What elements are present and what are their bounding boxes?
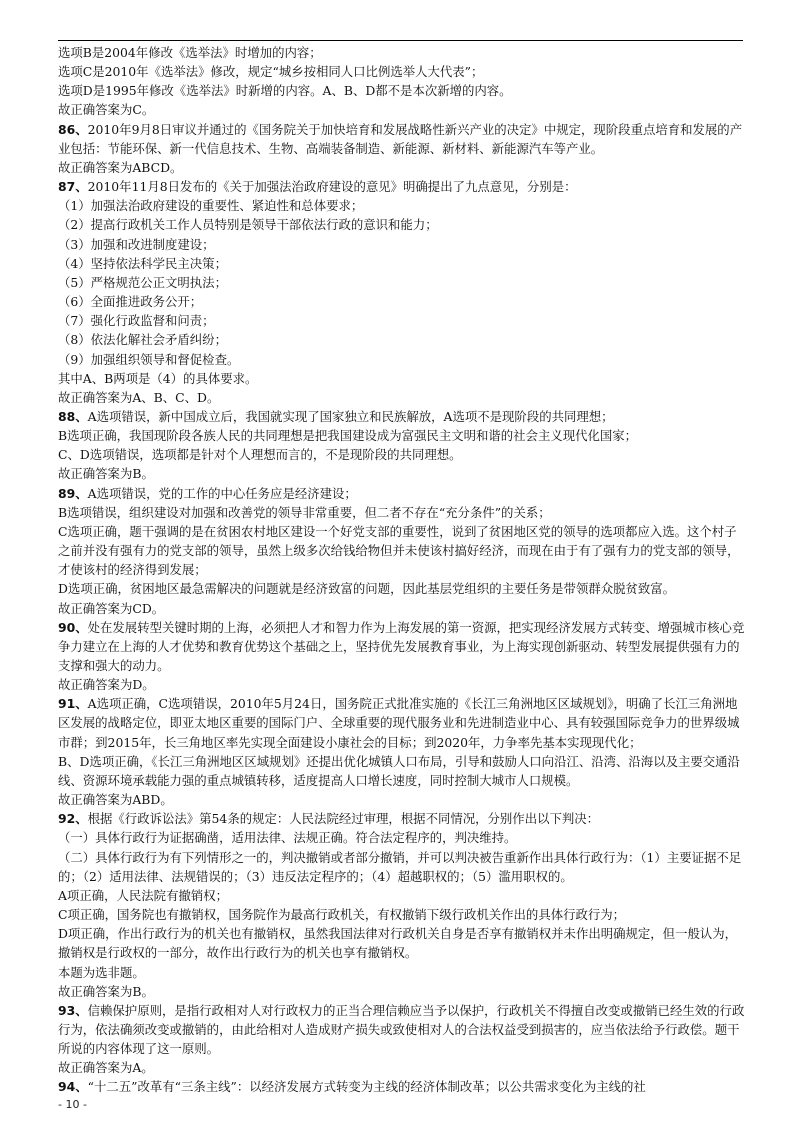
line-text: （7）强化行政监督和问责； xyxy=(58,313,215,329)
line-text: 故正确答案为D。 xyxy=(58,677,155,693)
line-text: A选项错误，新中国成立后，我国就实现了国家独立和民族解放，A选项不是现阶段的共同理想； xyxy=(87,408,614,424)
line-text: D项正确，作出行政行为的机关也有撤销权，虽然我国法律对行政机关自身是否享有撤销权并未作出明确规定，但一般认为，撤销权是行政权的一部分，故作出行政行为的机关也享有撤销权。 xyxy=(58,926,738,961)
line-text: 故正确答案为C。 xyxy=(58,102,155,118)
question-number: 87、 xyxy=(58,179,88,195)
line-text: 故正确答案为A。 xyxy=(58,1060,154,1076)
line-text: A选项错误，党的工作的中心任务应是经济建设； xyxy=(87,485,357,501)
line-text: “十二五”改革有“三条主线”：以经济发展方式转变为主线的经济体制改革；以公共需求变化为主线的社 xyxy=(87,1079,646,1095)
line-text: 故正确答案为B。 xyxy=(58,466,154,482)
line-text: 2010年11月8日发布的《关于加强法治政府建设的意见》明确提出了九点意见，分别是： xyxy=(87,179,577,195)
text-line xyxy=(58,158,748,177)
question-number: 89、 xyxy=(58,485,88,501)
line-text: （2）提高行政机关工作人员特别是领导干部依法行政的意识和能力； xyxy=(58,217,438,233)
question-number: 88、 xyxy=(58,408,88,424)
line-text: （3）加强和改进制度建设； xyxy=(58,236,215,252)
line-text: C、D选项错误，选项都是针对个人理想而言的，不是现阶段的共同理想。 xyxy=(58,447,462,463)
question-number: 86、 xyxy=(58,121,88,137)
line-text: 故正确答案为A、B、C、D。 xyxy=(58,389,220,405)
line-text: 2010年9月8日审议并通过的《国务院关于加快培育和发展战略性新兴产业的决定》中规定，现阶段重点培育和发展的产业包括：节能环保、新一代信息技术、生物、高端装备制造、新能源、新材料、新能源汽车等产业。 xyxy=(58,121,743,156)
line-text: 根据《行政诉讼法》第54条的规定：人民法院经过审理，根据不同情况，分别作出以下判决： xyxy=(87,811,600,827)
question-paragraph xyxy=(58,120,748,158)
line-text: （9）加强组织领导和督促检查。 xyxy=(58,351,240,367)
text-line xyxy=(58,522,748,579)
text-line xyxy=(58,599,748,618)
line-text: 选项B是2004年修改《选举法》时增加的内容； xyxy=(58,45,322,60)
text-line xyxy=(58,752,748,790)
line-text: B选项正确，我国现阶段各族人民的共同理想是把我国建设成为富强民主文明和谐的社会主义现代化国家； xyxy=(58,428,638,444)
text-line xyxy=(58,982,748,1001)
text-line xyxy=(58,62,748,81)
line-text: 选项D是1995年修改《选举法》时新增的内容。A、B、D都不是本次新增的内容。 xyxy=(58,83,512,99)
line-text: 选项C是2010年《选举法》修改，规定“城乡按相同人口比例选举人大代表”； xyxy=(58,64,484,80)
line-text: （5）严格规范公正文明执法； xyxy=(58,274,227,290)
line-text: （6）全面推进政务公开； xyxy=(58,294,203,310)
line-text: （二）具体行政行为有下列情形之一的，判决撤销或者部分撤销，并可以判决被告重新作出具体行政行为：（1）主要证据不足的；（2）适用法律、法规错误的；（3）违反法定程序的；（4）超越职权的；（5）滥用职权的。 xyxy=(58,849,742,884)
text-line xyxy=(58,886,748,905)
text-line xyxy=(58,963,748,982)
text-line xyxy=(58,905,748,924)
question-number: 94、 xyxy=(58,1079,88,1095)
line-text: A项正确，人民法院有撤销权； xyxy=(58,887,229,903)
question-number: 92、 xyxy=(58,811,88,827)
text-line xyxy=(58,100,748,119)
line-text: （4）坚持依法科学民主决策； xyxy=(58,255,227,271)
text-line xyxy=(58,330,748,349)
question-paragraph xyxy=(58,1001,748,1058)
text-line xyxy=(58,579,748,598)
text-line xyxy=(58,445,748,464)
line-text: 故正确答案为CD。 xyxy=(58,600,165,616)
question-paragraph xyxy=(58,407,748,426)
text-line xyxy=(58,388,748,407)
text-line xyxy=(58,464,748,483)
line-text: A选项正确，C选项错误，2010年5月24日，国务院正式批准实施的《长江三角洲地区区域规划》，明确了长江三角洲地区发展的战略定位，即亚太地区重要的国际门户、全球重要的现代服务业和先进制造业中心、具有较强国际竞争力的世界级城市群；到2015年，长三角地区率先实现全面建设小康社会的目标；到2020年，力争率先基本实现现代化； xyxy=(58,696,740,750)
text-line xyxy=(58,273,748,292)
text-line xyxy=(58,369,748,388)
text-line xyxy=(58,292,748,311)
page-number: - 10 - xyxy=(58,1098,87,1111)
text-line xyxy=(58,828,748,847)
line-text: B、D选项正确，《长江三角洲地区区域规划》还提出优化城镇人口布局，引导和鼓励人口向沿江、沿湾、沿海以及主要交通沿线、资源环境承载能力强的重点城镇转移，适度提高人口增长速度，同时控制大城市人口规模。 xyxy=(58,753,740,788)
text-line xyxy=(58,311,748,330)
text-line xyxy=(58,43,748,62)
question-paragraph xyxy=(58,809,748,828)
question-number: 93、 xyxy=(58,1002,88,1018)
text-line xyxy=(58,196,748,215)
line-text: 信赖保护原则，是指行政相对人对行政权力的正当合理信赖应当予以保护，行政机关不得擅自改变或撤销已经生效的行政行为，依法确须改变或撤销的，由此给相对人造成财产损失或致使相对人的合法权益受到损害的，应当依法给予行政偿。题干所说的内容体现了这一原则。 xyxy=(58,1002,745,1057)
line-text: 故正确答案为B。 xyxy=(58,983,154,999)
question-paragraph xyxy=(58,484,748,503)
text-line xyxy=(58,81,748,100)
line-text: 故正确答案为ABD。 xyxy=(58,792,173,808)
question-paragraph xyxy=(58,618,748,675)
header-rule xyxy=(58,40,743,41)
question-paragraph xyxy=(58,177,748,196)
text-line xyxy=(58,503,748,522)
line-text: （1）加强法治政府建设的重要性、紧迫性和总体要求； xyxy=(58,198,364,214)
line-text: C选项正确，题干强调的是在贫困农村地区建设一个好党支部的重要性，说到了贫困地区党的领导的选项都应入选。这个村子之前并没有强有力的党支部的领导，虽然上级多次给钱给物但并未使该村搞好经济，而现在由于有了强有力的党支部的领导，才使该村的经济得到发展； xyxy=(58,523,740,578)
text-line xyxy=(58,848,748,886)
line-text: 处在发展转型关键时期的上海，必须把人才和智力作为上海发展的第一资源，把实现经济发展方式转变、增强城市核心竞争力建立在上海的人才优势和教育优势这个基础之上，坚持优先发展教育事业，为上海实现创新驱动、转型发展提供强有力的支撑和强大的动力。 xyxy=(58,619,745,673)
text-line xyxy=(58,790,748,809)
text-line xyxy=(58,350,748,369)
question-number: 91、 xyxy=(58,696,88,712)
document-body xyxy=(58,43,748,1097)
text-line xyxy=(58,675,748,694)
line-text: 其中A、B两项是（4）的具体要求。 xyxy=(58,370,258,386)
text-line xyxy=(58,215,748,234)
line-text: B选项错误，组织建设对加强和改善党的领导非常重要，但二者不存在“充分条件”的关系； xyxy=(58,504,551,520)
question-paragraph xyxy=(58,694,748,751)
line-text: D选项正确，贫困地区最急需解决的问题就是经济致富的问题，因此基层党组织的主要任务是带领群众脱贫致富。 xyxy=(58,581,676,597)
line-text: 本题为选非题。 xyxy=(58,964,145,980)
text-line xyxy=(58,426,748,445)
line-text: C项正确，国务院也有撤销权，国务院作为最高行政机关，有权撤销下级行政机关作出的具体行政行为； xyxy=(58,907,626,923)
text-line xyxy=(58,235,748,254)
question-paragraph xyxy=(58,1077,748,1096)
line-text: （8）依法化解社会矛盾纠纷； xyxy=(58,332,227,348)
text-line xyxy=(58,924,748,962)
line-text: （一）具体行政行为证据确凿，适用法律、法规正确。符合法定程序的，判决维持。 xyxy=(58,830,517,846)
text-line xyxy=(58,1058,748,1077)
question-number: 90、 xyxy=(58,619,88,635)
text-line xyxy=(58,254,748,273)
line-text: 故正确答案为ABCD。 xyxy=(58,159,183,175)
